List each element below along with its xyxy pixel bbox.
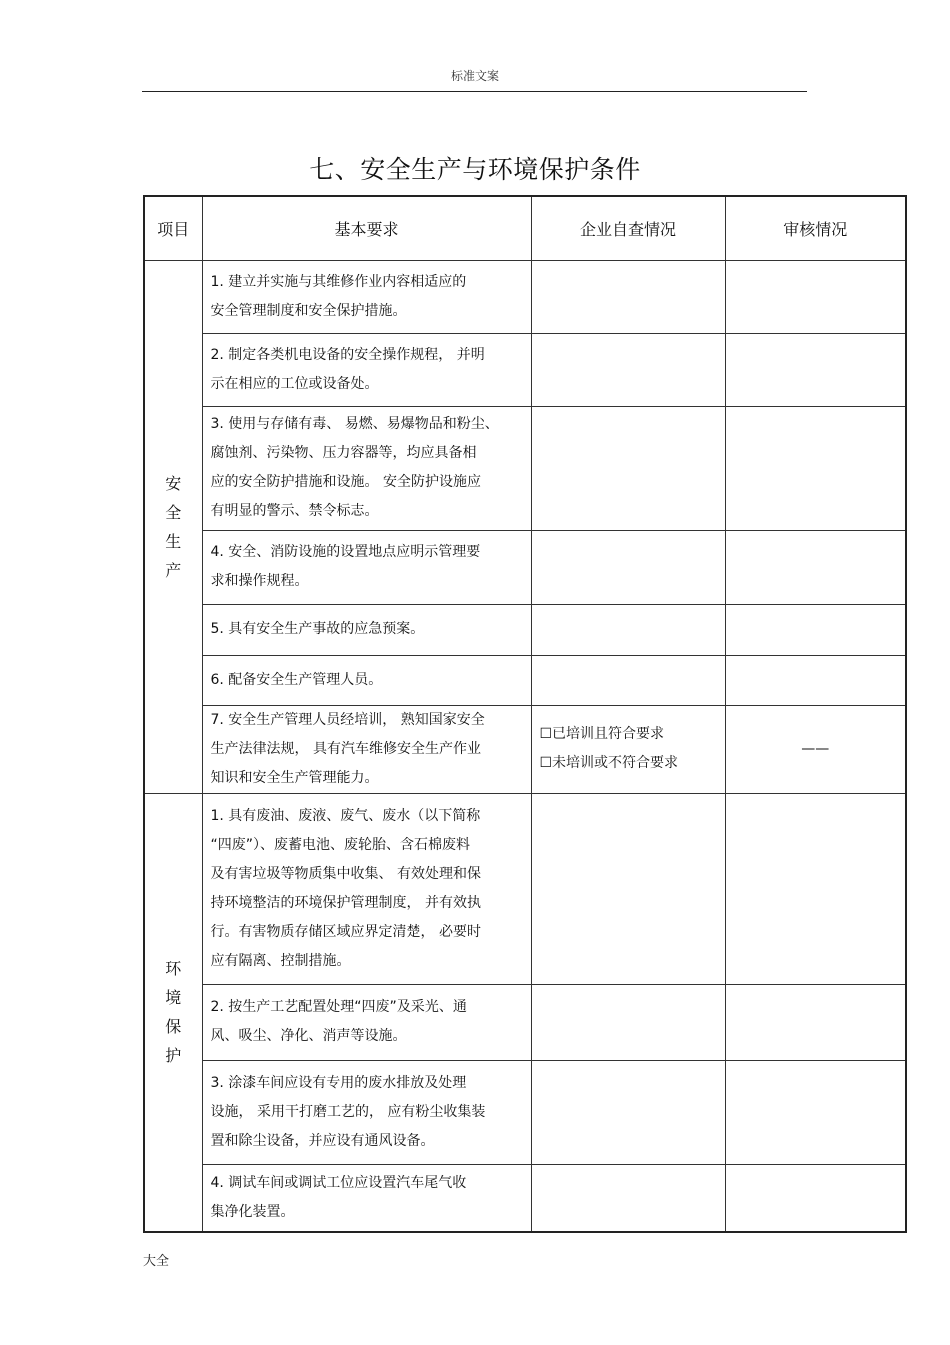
page-header-text: 标准文案 — [450, 69, 499, 83]
category-char: 全 — [165, 502, 182, 522]
requirement-text: 7. 安全生产管理人员经培训， 熟知国家安全 生产法律法规， 具有汽车维修安全生产作业 知识和安全生产管理能力。 — [202, 705, 531, 793]
review-cell[interactable] — [725, 1164, 906, 1232]
table-row — [144, 655, 906, 705]
category-char: 安 — [165, 473, 182, 493]
requirement-text: 2. 制定各类机电设备的安全操作规程， 并明 示在相应的工位或设备处。 — [202, 333, 531, 406]
table-row — [144, 333, 906, 406]
table-row — [144, 260, 906, 333]
training-unqualified-checkbox[interactable]: ☐未培训或不符合要求 — [539, 755, 679, 771]
self-check-cell[interactable] — [531, 406, 725, 530]
table-row — [144, 530, 906, 604]
review-cell[interactable] — [725, 984, 906, 1060]
review-cell[interactable] — [725, 530, 906, 604]
table-row — [144, 406, 906, 530]
self-check-cell[interactable] — [531, 793, 725, 984]
table-row — [144, 705, 906, 793]
requirement-text: 3. 使用与存储有毒、 易燃、易爆物品和粉尘、 腐蚀剂、污染物、压力容器等，均应具备相 应的安全防护措施和设施。 安全防护设施应 有明显的警示、禁令标志。 — [202, 406, 531, 530]
self-check-cell[interactable] — [531, 1164, 725, 1232]
requirement-text: 1. 建立并实施与其维修作业内容相适应的 安全管理制度和安全保护措施。 — [202, 260, 531, 333]
header-review: 审核情况 — [725, 196, 906, 260]
table-row — [144, 984, 906, 1060]
self-check-cell[interactable] — [531, 260, 725, 333]
header-item: 项目 — [144, 196, 202, 260]
requirements-table — [143, 195, 907, 1233]
requirement-text: 4. 安全、消防设施的设置地点应明示管理要 求和操作规程。 — [202, 530, 531, 604]
table-row — [144, 793, 906, 984]
category-char: 生 — [165, 531, 182, 551]
review-dash: —— — [725, 705, 906, 793]
review-cell[interactable] — [725, 1060, 906, 1164]
requirement-text: 4. 调试车间或调试工位应设置汽车尾气收 集净化装置。 — [202, 1164, 531, 1232]
header-basic-requirements: 基本要求 — [202, 196, 531, 260]
review-cell[interactable] — [725, 333, 906, 406]
header-divider — [142, 91, 807, 92]
review-cell[interactable] — [725, 655, 906, 705]
table-row — [144, 604, 906, 655]
self-check-cell[interactable] — [531, 333, 725, 406]
category-char: 保 — [165, 1017, 182, 1037]
table-row — [144, 1060, 906, 1164]
self-check-options — [531, 705, 725, 793]
requirement-text: 5. 具有安全生产事故的应急预案。 — [202, 604, 531, 655]
review-cell[interactable] — [725, 604, 906, 655]
category-char: 境 — [165, 988, 182, 1008]
category-environment-protection — [144, 793, 202, 1232]
category-char: 护 — [165, 1046, 182, 1066]
self-check-cell[interactable] — [531, 604, 725, 655]
self-check-cell[interactable] — [531, 1060, 725, 1164]
page-footer-text: 大全 — [143, 1254, 170, 1269]
category-char: 产 — [165, 560, 182, 580]
requirement-text: 3. 涂漆车间应设有专用的废水排放及处理 设施， 采用干打磨工艺的， 应有粉尘收集装 置和除尘设备，并应设有通风设备。 — [202, 1060, 531, 1164]
training-qualified-checkbox[interactable]: ☐已培训且符合要求 — [539, 726, 665, 742]
table-header-row — [144, 196, 906, 260]
table-row — [144, 1164, 906, 1232]
self-check-cell[interactable] — [531, 984, 725, 1060]
category-char: 环 — [165, 959, 182, 979]
review-cell[interactable] — [725, 793, 906, 984]
review-cell[interactable] — [725, 406, 906, 530]
self-check-cell[interactable] — [531, 655, 725, 705]
self-check-cell[interactable] — [531, 530, 725, 604]
requirement-text: 1. 具有废油、废液、废气、废水（以下简称 “四废”）、废蓄电池、废轮胎、含石棉废料 及有害垃圾等物质集中收集、 有效处理和保 持环境整洁的环境保护管理制度， 并有效执 行。有害物质存储区域应界定清楚， 必要时 应有隔离、控制措施。 — [202, 793, 531, 984]
requirement-text: 6. 配备安全生产管理人员。 — [202, 655, 531, 705]
header-self-check: 企业自查情况 — [531, 196, 725, 260]
requirement-text: 2. 按生产工艺配置处理“四废”及采光、通 风、吸尘、净化、消声等设施。 — [202, 984, 531, 1060]
category-safety-production — [144, 260, 202, 793]
document-title: 七、安全生产与环境保护条件 — [309, 155, 641, 184]
review-cell[interactable] — [725, 260, 906, 333]
